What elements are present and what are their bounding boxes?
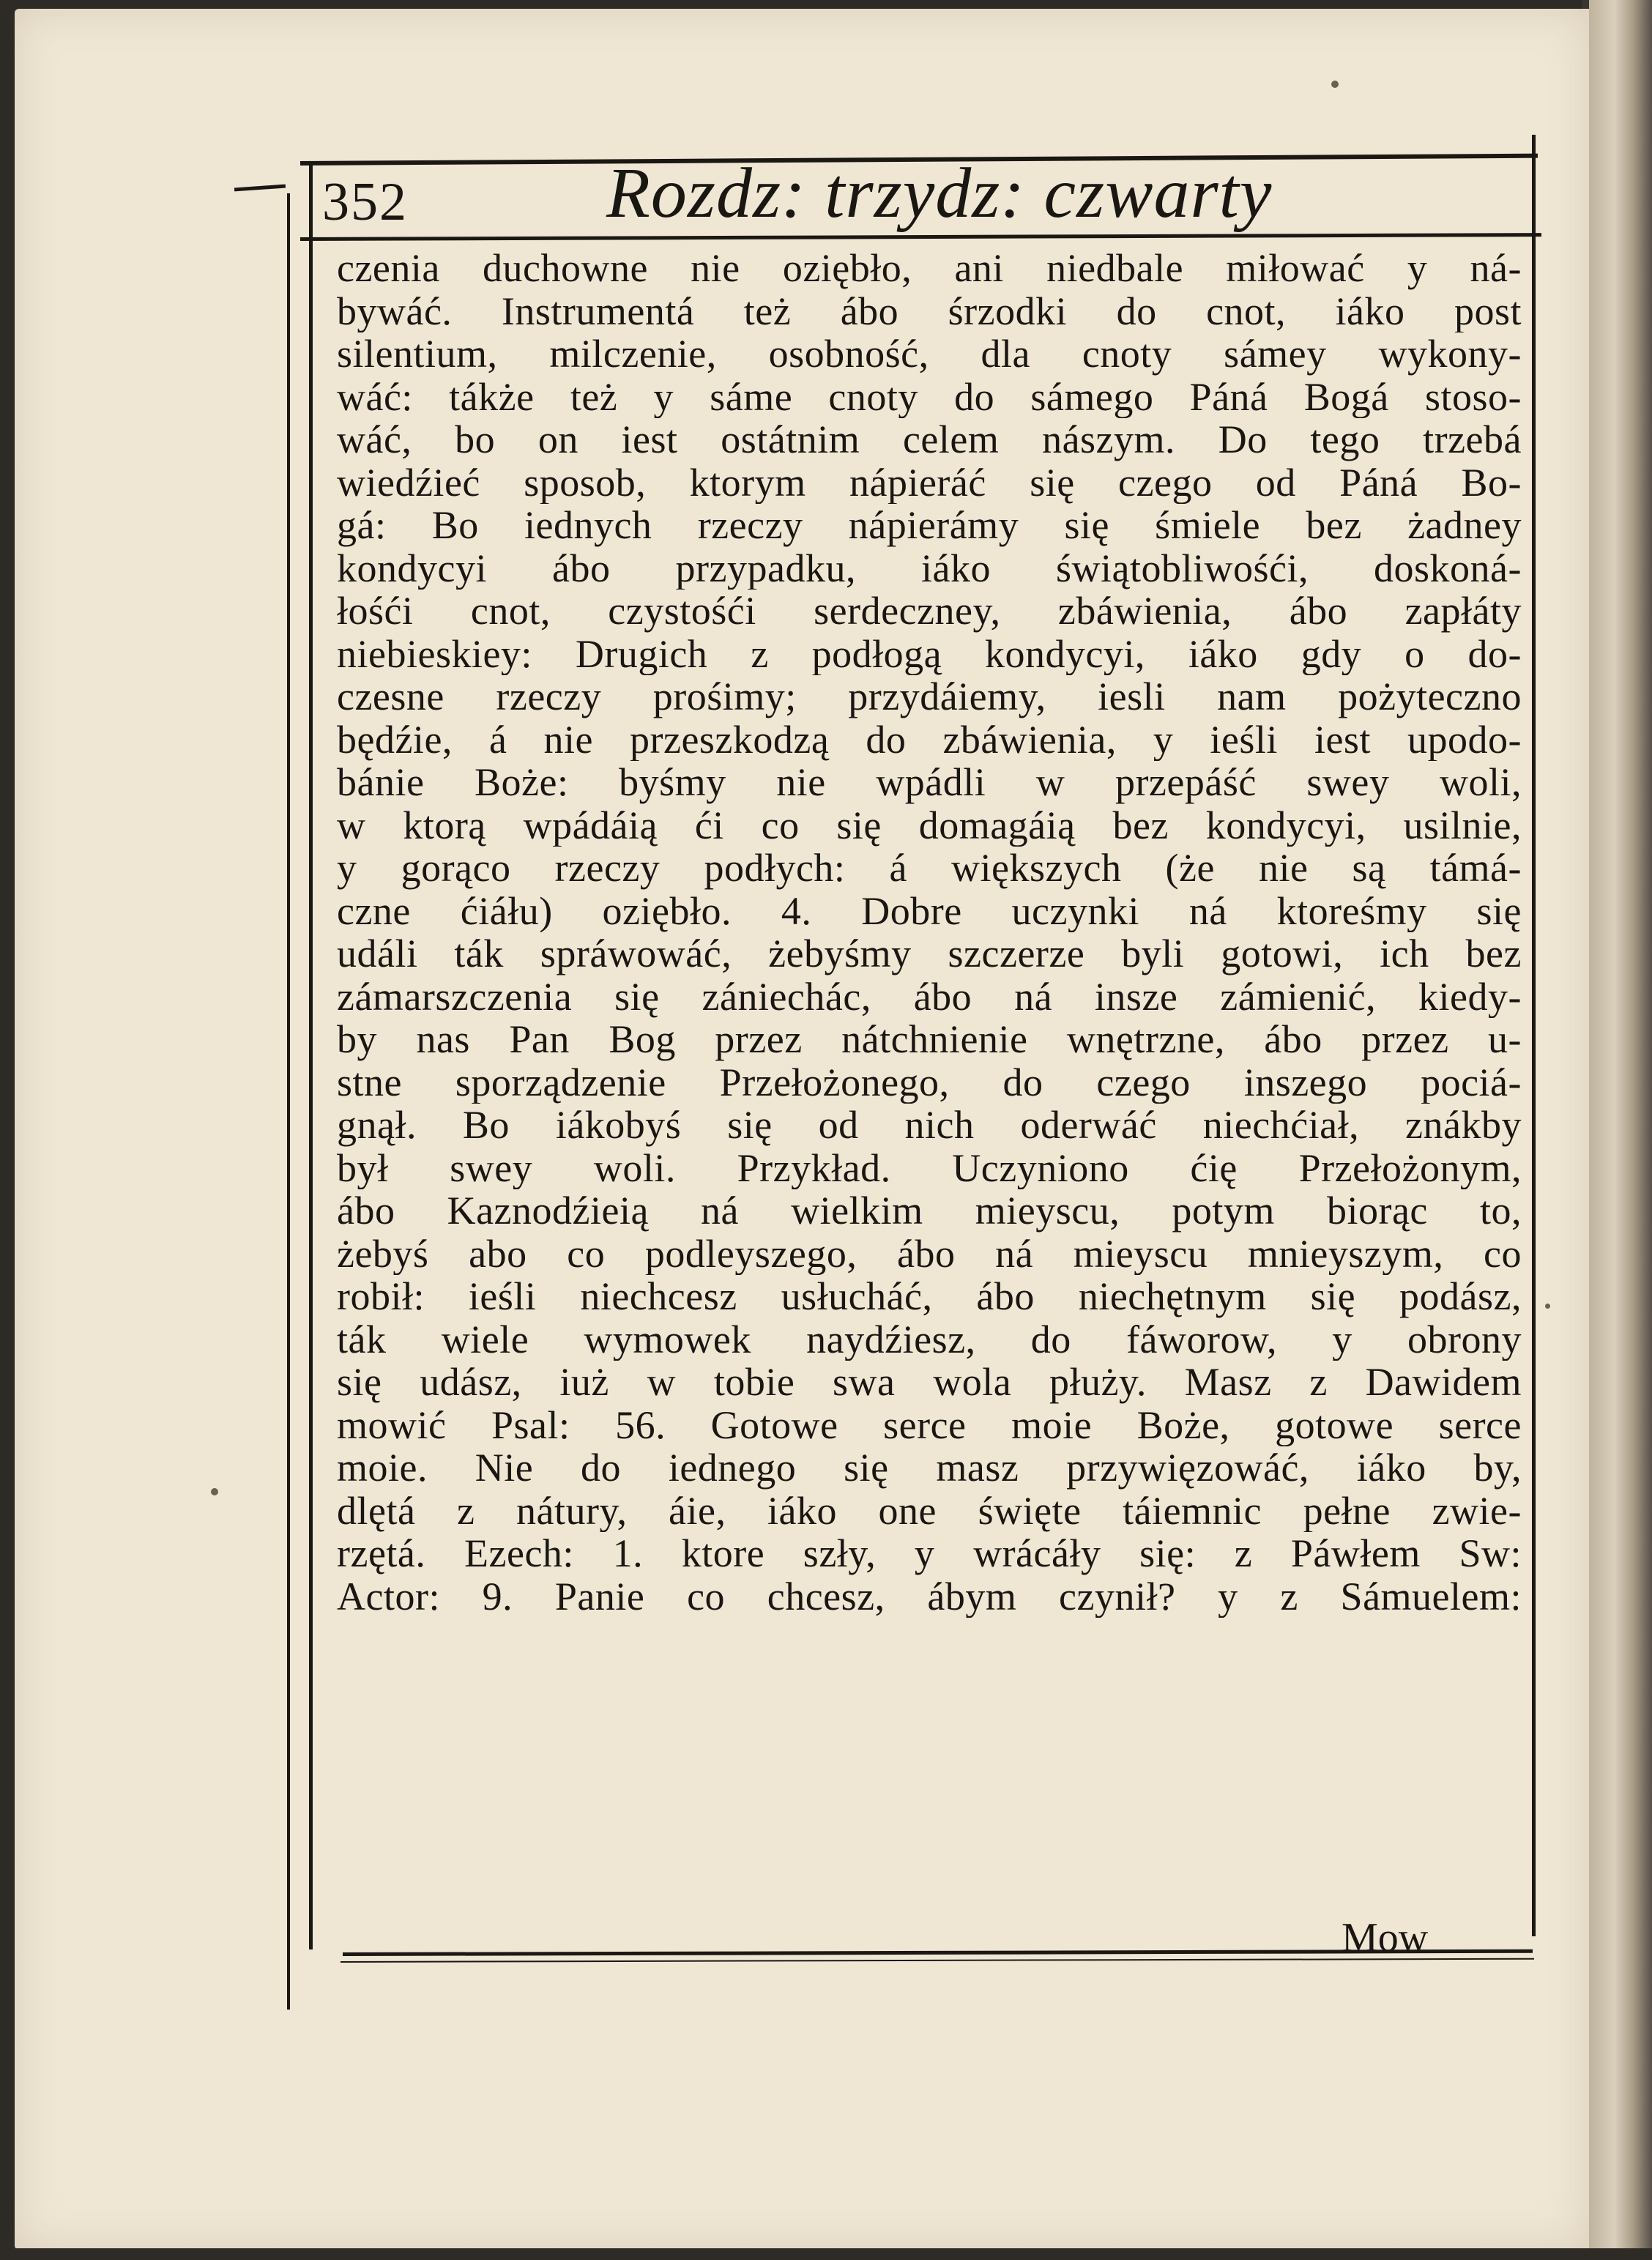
- text-line: y gorąco rzeczy podłych: á większych (że nie są támá-: [337, 847, 1522, 890]
- paper-speck: [1331, 81, 1339, 88]
- body-text: [337, 247, 1535, 1618]
- text-line: Actor: 9. Panie co chcesz, ábym czynił? y z Sámuelem:: [337, 1575, 1522, 1618]
- catchword: Mow: [1342, 1915, 1429, 1960]
- text-line: gá: Bo iednych rzeczy nápierámy się śmiele bez żadney: [337, 504, 1522, 547]
- text-line: kondycyi ábo przypadku, iáko świątobliwośći, doskoná-: [337, 546, 1522, 590]
- running-head: Rozdz: trzydz: czwarty: [606, 154, 1273, 233]
- text-line: ták wiele wymowek naydźiesz, do fáworow, y obrony: [337, 1317, 1522, 1361]
- text-line: zámarszczenia się zániechác, ábo ná insze zámienić, kiedy-: [337, 975, 1522, 1018]
- text-line: wáć: tákże też y sáme cnoty do sámego Páná Bogá stoso-: [337, 375, 1522, 418]
- frame-corner-tick: [234, 185, 286, 192]
- page-number: 352: [322, 172, 408, 232]
- text-line: stne sporządzenie Przełożonego, do czego inszego pociá-: [337, 1060, 1522, 1104]
- text-line: rzętá. Ezech: 1. ktore szły, y wrácáły się: z Páwłem Sw:: [337, 1532, 1522, 1575]
- text-line: czesne rzeczy prośimy; przydáiemy, iesli nam pożyteczno: [337, 675, 1522, 718]
- text-line: událi ták spráwowáć, żebyśmy szczerze byli gotowi, ich bez: [337, 932, 1522, 975]
- scan-background-bottom: [0, 2248, 1652, 2260]
- text-line: by nas Pan Bog przez nátchnienie wnętrzne, ábo przez u-: [337, 1018, 1522, 1061]
- text-line: wáć, bo on iest ostátnim celem nászym. Do tego trzebá: [337, 418, 1522, 461]
- text-line: niebieskiey: Drugich z podłogą kondycyi, iáko gdy o do-: [337, 632, 1522, 675]
- text-line: łośći cnot, czystośći serdeczney, zbáwienia, ábo zapłáty: [337, 590, 1522, 633]
- text-line: w ktorą wpádáią ći co się domagáią bez kondycyi, usilnie,: [337, 803, 1522, 847]
- text-line: się udász, iuż w tobie swa wola płuży. Masz z Dawidem: [337, 1361, 1522, 1404]
- text-line: gnął. Bo iákobyś się od nich oderwáć niechćiał, znákby: [337, 1104, 1522, 1147]
- text-line: mowić Psal: 56. Gotowe serce moie Boże, gotowe serce: [337, 1403, 1522, 1446]
- book-fore-edge: [1589, 0, 1652, 2260]
- text-line: czne ćiáłu) oziębło. 4. Dobre uczynki ná ktoreśmy się: [337, 889, 1522, 932]
- text-line: będźie, á nie przeszkodzą do zbáwienia, y ieśli iest upodo-: [337, 718, 1522, 761]
- text-line: moie. Nie do iednego się masz przywięzowáć, iáko by,: [337, 1446, 1522, 1490]
- text-line: czenia duchowne nie oziębło, ani niedbale miłować y ná-: [337, 247, 1522, 290]
- text-line: żebyś abo co podleyszego, ábo ná mieyscu mnieyszym, co: [337, 1232, 1522, 1275]
- page-header: [313, 148, 1529, 236]
- text-line: był swey woli. Przykład. Uczyniono ćię Przełożonym,: [337, 1146, 1522, 1189]
- paper-speck: [211, 1488, 218, 1495]
- text-line: silentium, milczenie, osobność, dla cnoty sámey wykony-: [337, 332, 1522, 376]
- text-line: bánie Boże: byśmy nie wpádli w przepáść swey woli,: [337, 761, 1522, 804]
- frame-outer-left-rule: [287, 193, 290, 2010]
- paper-speck: [1545, 1304, 1550, 1309]
- frame-left-rule: [309, 163, 313, 1949]
- text-line: robił: ieśli niechcesz usłucháć, ábo niechętnym się podász,: [337, 1275, 1522, 1318]
- text-line: wiedźieć sposob, ktorym nápieráć się czego od Páná Bo-: [337, 461, 1522, 504]
- text-line: ábo Kaznodźieią ná wielkim mieyscu, potym biorąc to,: [337, 1189, 1522, 1233]
- text-line: dlętá z nátury, áie, iáko one święte táiemnic pełne zwie-: [337, 1489, 1522, 1532]
- text-line: bywáć. Instrumentá też ábo śrzodki do cnot, iáko post: [337, 289, 1522, 332]
- book-page: [15, 9, 1589, 2250]
